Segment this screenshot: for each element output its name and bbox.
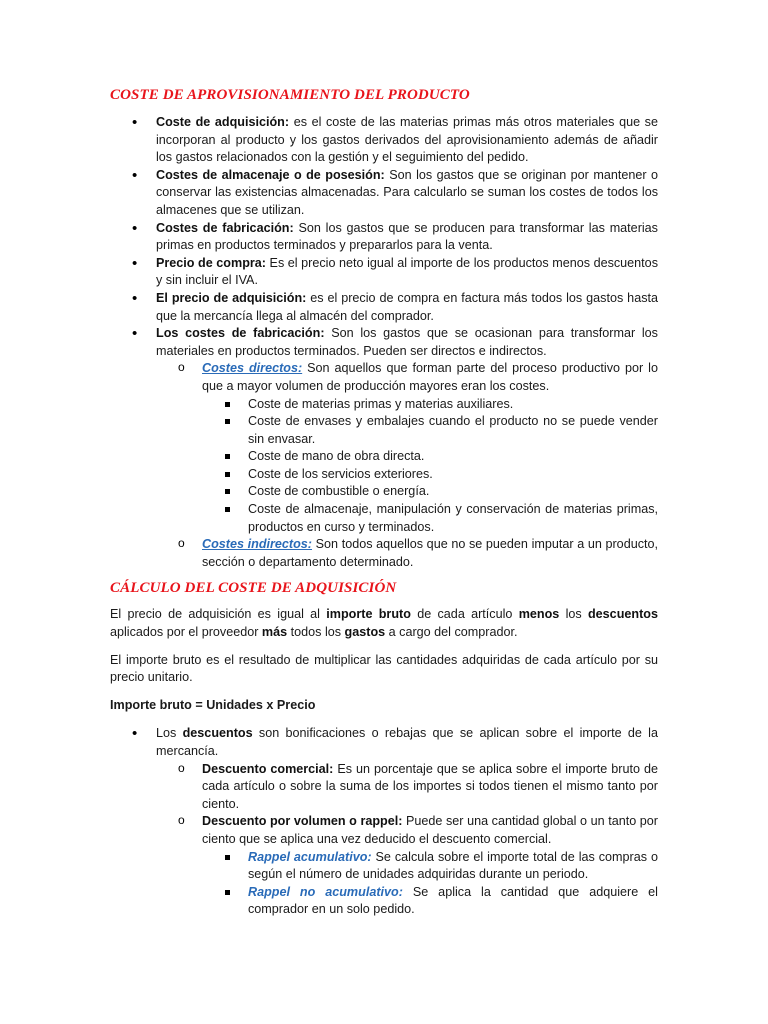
list-item: Coste de mano de obra directa. — [202, 448, 658, 466]
term: Costes de almacenaje o de posesión: — [156, 167, 385, 182]
formula-importe-bruto: Importe bruto = Unidades x Precio — [110, 697, 316, 712]
text: Los — [156, 726, 183, 741]
list-item-costes-directos — [156, 360, 658, 536]
definition: Son los gastos que se ocasionan para transformar los materiales en productos terminados. Pueden ser directos e indirectos. — [156, 326, 658, 358]
list-item: Coste de combustible o energía. — [202, 483, 658, 501]
bold-text: importe bruto — [326, 607, 411, 622]
list-item: Coste de envases y embalajes cuando el producto no se puede vender sin envasar. — [202, 413, 658, 448]
term: El precio de adquisición: — [156, 290, 307, 305]
list-item-descuento-volumen — [156, 813, 658, 919]
manufacturing-cost-sublist — [156, 360, 658, 571]
term: Rappel no acumulativo: — [248, 884, 403, 899]
discounts-list — [110, 725, 658, 919]
text: todos los — [287, 625, 345, 640]
term: Coste de adquisición: — [156, 115, 290, 129]
bold-text: descuentos — [182, 726, 253, 741]
definition: es el precio de compra en factura más todos los gastos hasta que la mercancía llega al almacén del comprador. — [156, 290, 658, 323]
bold-text: menos — [518, 607, 560, 622]
definition: Es el precio neto igual al importe de los productos menos descuentos y sin incluir el IVA. — [156, 255, 658, 288]
term: Precio de compra: — [156, 255, 266, 270]
definition: Son aquellos que forman parte del proceso productivo por lo que a mayor volumen de producción mayores eran los costes. — [202, 361, 658, 393]
term: Los costes de fabricación: — [156, 326, 325, 341]
list-item-descuentos — [110, 725, 658, 919]
paragraph-importe-bruto: El importe bruto es el resultado de multiplicar las cantidades adquiridas de cada artículo por su precio unitario. — [110, 652, 658, 685]
list-item — [110, 114, 658, 167]
section-title-aprovisionamiento: COSTE DE APROVISIONAMIENTO DEL PRODUCTO — [110, 87, 470, 103]
rappel-sublist — [202, 849, 658, 919]
section-title-calculo: CÁLCULO DEL COSTE DE ADQUISICIÓN — [110, 580, 397, 597]
term: Descuento por volumen o rappel: — [202, 814, 403, 829]
term-costes-indirectos: Costes indirectos: — [202, 537, 313, 552]
list-item-descuento-comercial — [156, 761, 658, 814]
term: Descuento comercial: — [202, 761, 334, 776]
term-costes-directos: Costes directos: — [202, 361, 303, 376]
text: El precio de adquisición es igual al — [110, 607, 327, 622]
text: a cargo del comprador. — [385, 625, 518, 640]
list-item — [110, 325, 658, 571]
definition: Puede ser una cantidad global o un tanto por ciento que se aplica una vez deducido el descuento comercial. — [202, 814, 658, 846]
list-item-rappel-no-acumulativo — [202, 884, 658, 919]
bold-text: más — [261, 625, 288, 640]
list-item: Coste de los servicios exteriores. — [202, 466, 658, 484]
direct-costs-sublist — [202, 396, 658, 537]
cost-types-list — [110, 114, 658, 571]
list-item-rappel-acumulativo — [202, 849, 658, 884]
bold-text: gastos — [344, 625, 386, 640]
term: Costes de fabricación: — [156, 220, 294, 235]
definition: Se calcula sobre el importe total de las compras o según el número de unidades adquiridas durante un periodo. — [248, 849, 658, 882]
list-item — [110, 255, 658, 290]
definition: Son todos aquellos que no se pueden imputar a un producto, sección o departamento determinado. — [202, 537, 658, 569]
bold-text: descuentos — [587, 607, 658, 622]
text: son bonificaciones o rebajas que se aplican sobre el importe de la mercancía. — [156, 726, 658, 758]
definition: Son los gastos que se producen para transformar las materias primas en productos terminados y prepararlos para la venta. — [156, 220, 658, 253]
paragraph-precio-adquisicion — [110, 606, 658, 641]
discount-types-sublist — [156, 761, 658, 919]
definition: es el coste de las materias primas más otros materiales que se incorporan al producto y los gastos derivados del aprovisionamiento además de añadir los gastos relacionados con la gestión y el seguimiento del pedido. — [156, 115, 658, 165]
list-item — [110, 220, 658, 255]
definition: Se aplica la cantidad que adquiere el comprador en un solo pedido. — [248, 884, 658, 917]
list-item-costes-indirectos — [156, 536, 658, 571]
text: los — [559, 607, 588, 622]
definition: Es un porcentaje que se aplica sobre el importe bruto de cada artículo o sobre la suma de los importes si todos tienen el mismo tanto por ciento. — [202, 761, 658, 811]
text: de cada artículo — [410, 607, 519, 622]
list-item: Coste de almacenaje, manipulación y conservación de materias primas, productos en curso y terminados. — [202, 501, 658, 536]
list-item — [110, 167, 658, 220]
list-item — [110, 290, 658, 325]
term: Rappel acumulativo: — [248, 849, 372, 864]
list-item: Coste de materias primas y materias auxiliares. — [202, 396, 658, 414]
definition: Son los gastos que se originan por mantener o conservar las existencias almacenadas. Para calcularlo se suman los costes de todos los almacenes que se utilizan. — [156, 167, 658, 217]
text: aplicados por el proveedor — [110, 625, 262, 640]
